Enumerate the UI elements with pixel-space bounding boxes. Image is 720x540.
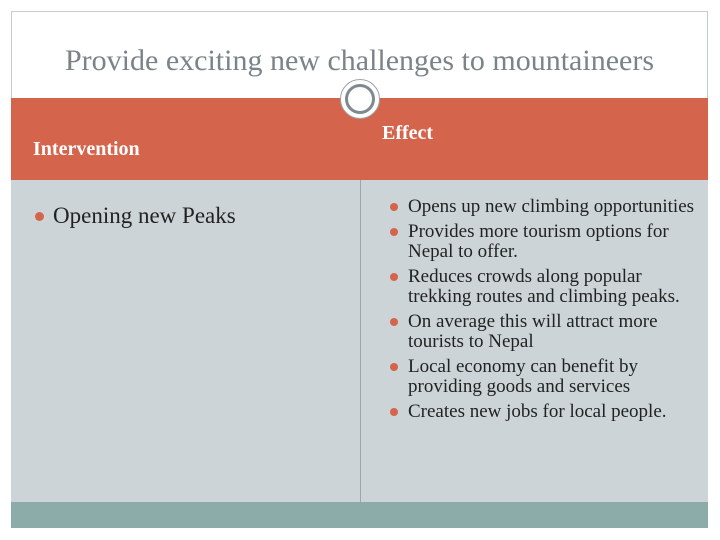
effect-item (388, 402, 700, 422)
effect-item-text: Creates new jobs for local people. (408, 401, 667, 422)
effect-item (388, 222, 700, 262)
round-bullet-icon (390, 363, 398, 371)
round-bullet-icon (35, 212, 44, 221)
round-bullet-icon (390, 228, 398, 236)
effect-item-text: Reduces crowds along popular trekking routes and climbing peaks. (408, 266, 680, 307)
effect-item-text: Local economy can benefit by providing goods and services (408, 356, 639, 397)
column-header-effect: Effect (382, 122, 434, 144)
column-divider (360, 180, 361, 502)
footer-band (11, 502, 708, 528)
column-header-intervention: Intervention (33, 138, 140, 160)
intervention-list (33, 202, 353, 230)
effect-item (388, 267, 700, 307)
round-bullet-icon (390, 273, 398, 281)
effect-item-text: Provides more tourism options for Nepal to offer. (408, 221, 669, 262)
effect-list (388, 197, 700, 427)
effect-item-text: Opens up new climbing opportunities (408, 196, 695, 217)
round-bullet-icon (390, 318, 398, 326)
round-bullet-icon (390, 203, 398, 211)
round-bullet-icon (390, 408, 398, 416)
intervention-item (33, 202, 353, 230)
intervention-item-text: Opening new Peaks (53, 203, 236, 228)
effect-item (388, 197, 700, 217)
slide-title: Provide exciting new challenges to mountaineers (65, 44, 654, 77)
effect-item-text: On average this will attract more tourists to Nepal (408, 311, 658, 352)
effect-item (388, 357, 700, 397)
double-ring-circle-icon (345, 84, 375, 114)
effect-item (388, 312, 700, 352)
